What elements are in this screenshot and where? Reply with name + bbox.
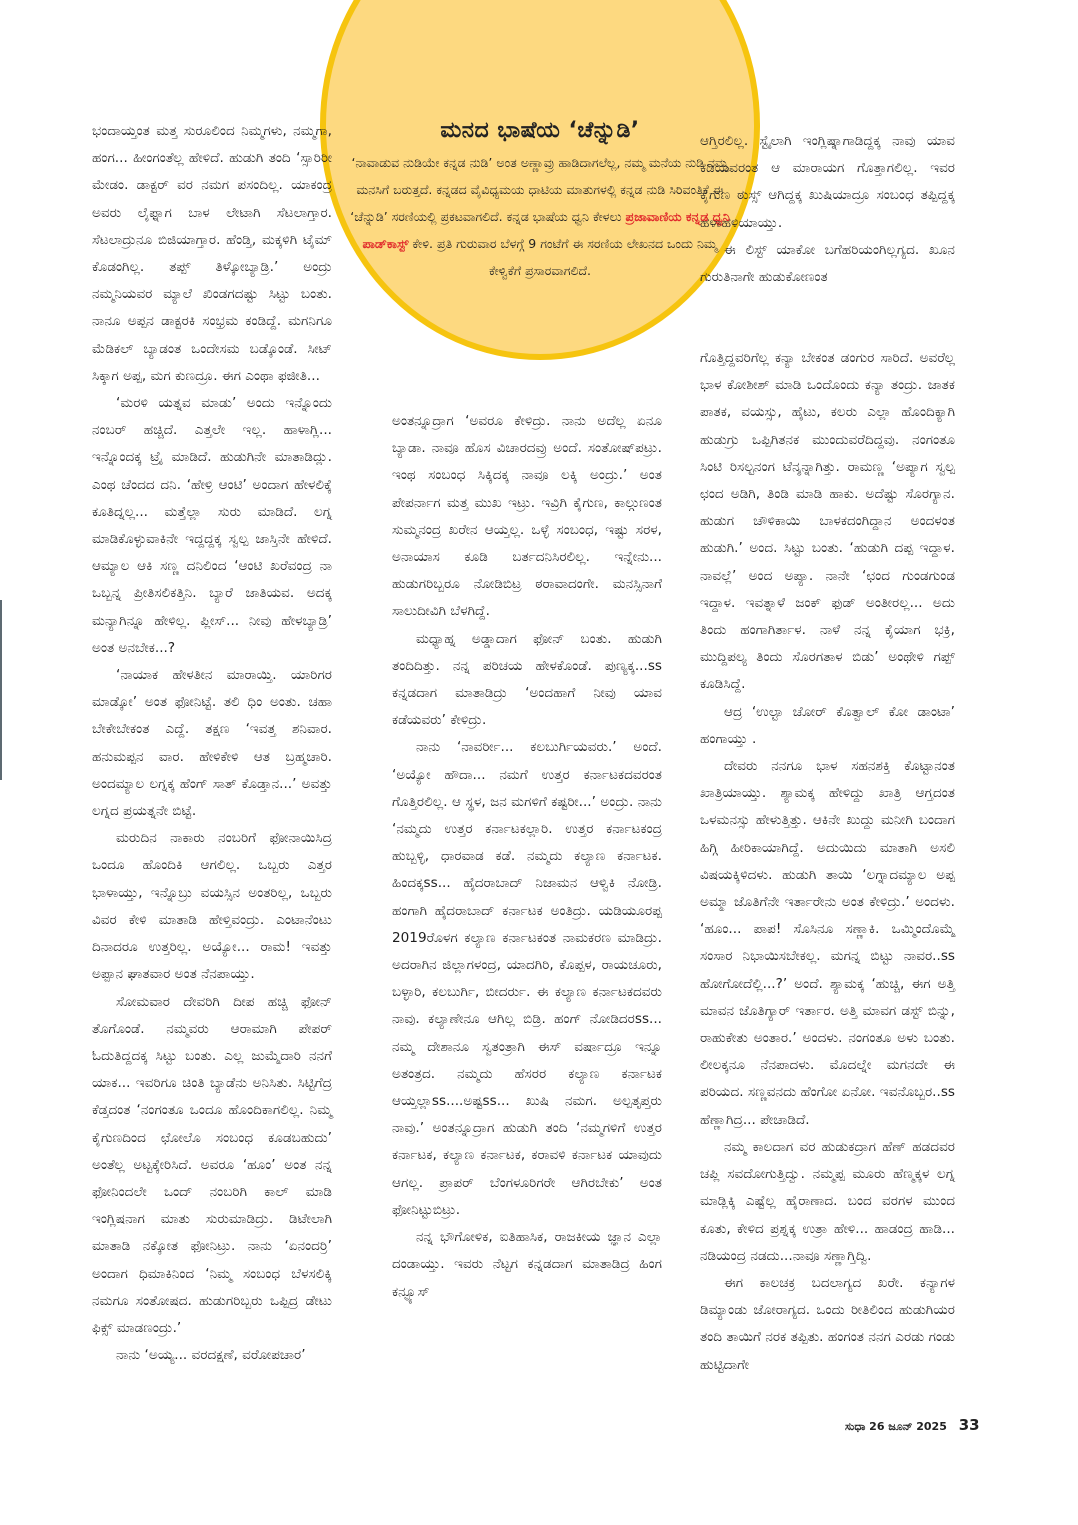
paragraph: ನಾನು ‘ನಾವರ್ರೀ... ಕಲಬುರ್ಗಿಯವರು.’ ಅಂದೆ. ‘ಅಯ್ಯೋ ಹೌದಾ... ನಮಗೆ ಉತ್ತರ ಕರ್ನಾಟಕದವರಂತ ಗೊತ್ತಿರಲಿಲ್ಲ. ಆ ಸ್ಥಳ, ಜನ ಮಗಳಿಗೆ ಕಷ್ಟರೀ...’ ಅಂದ್ರು. ನಾನು ‘ನಮ್ಮದು ಉತ್ತರ ಕರ್ನಾಟಕಲ್ಲಾರಿ. ಉತ್ತರ ಕರ್ನಾಟಕಂದ್ರ ಹುಬ್ಬಳ್ಳಿ, ಧಾರವಾಡ ಕಡೆ. ನಮ್ಮದು ಕಲ್ಯಾಣ ಕರ್ನಾಟಕ. ಹಿಂದಕ್ಕss... ಹೈದರಾಬಾದ್ ನಿಜಾಮನ ಆಳ್ವಿಕಿ ನೋಡ್ರಿ. ಹಂಗಾಗಿ ಹೈದರಾಬಾದ್ ಕರ್ನಾಟಕ ಅಂತಿದ್ರು. ಯಡಿಯೂರಪ್ಪ 2019ರೊಳಗ ಕಲ್ಯಾಣ ಕರ್ನಾಟಕಂತ ನಾಮಕರಣ ಮಾಡಿದ್ರು. ಅದರಾಗಿನ ಜಿಲ್ಲಾಗಳಂದ್ರ, ಯಾದಗಿರಿ, ಕೊಪ್ಪಳ, ರಾಯಚೂರು, ಬಳ್ಳಾರಿ, ಕಲಬುರ್ಗಿ, ಬೀದರ್ರು. ಈ ಕಲ್ಯಾಣ ಕರ್ನಾಟಕದವರು ನಾವು. ಕಲ್ಯಾಣೇನೂ ಆಗಿಲ್ಲ ಬಿಡ್ರಿ. ಹಂಗ್ ನೋಡಿದರss... ನಮ್ಮ ದೇಶಾನೂ ಸ್ವತಂತ್ರಾಗಿ ಈಸ್ ವರ್ಷಾದ್ರೂ ಇನ್ನೂ ಅತಂತ್ರದ. ನಮ್ಮದು ಹೆಸರರ ಕಲ್ಯಾಣ ಕರ್ನಾಟಕ ಆಯ್ತಲ್ಲಾss....ಅಷ್ಟss... ಖುಷಿ ನಮಗ. ಅಲ್ಪತೃಪ್ತರು ನಾವು.’ ಅಂತನ್ನೂದ್ರಾಗ ಹುಡುಗಿ ತಂದಿ ‘ನಮ್ಮಗಳಿಗೆ ಉತ್ತರ ಕರ್ನಾಟಕ, ಕಲ್ಯಾಣ ಕರ್ನಾಟಕ, ಕರಾವಳಿ ಕರ್ನಾಟಕ ಯಾವುದು ಆಗಲ್ಲ. ಪ್ರಾಪರ್ ಬೆಂಗಳೂರಿಗರೇ ಆಗಿರಬೇಕು’ ಅಂತ ಫೋನಿಟ್ಟುಬಿಟ್ರು. (392, 739, 662, 1218)
podcast-highlight: ಪ್ರಜಾವಾಣಿಯ ಕನ್ನಡ ಧ್ವನಿ ಪಾಡ್‌ಕಾಸ್ಟ್ (362, 209, 730, 251)
callout-text-post: ಕೇಳಿ. ಪ್ರತಿ ಗುರುವಾರ ಬೆಳಗ್ಗೆ 9 ಗಂಟೆಗೆ ಈ ಸರಣಿಯ ಲೇಖನದ ಒಂದು ನಿಮ್ಮ ಕೇಳ್ವಿಕೆಗೆ ಪ್ರಸಾರವಾಗಲಿದೆ. (408, 236, 718, 278)
page-footer (845, 1416, 980, 1434)
article-column-middle (392, 408, 662, 1306)
paragraph: ಈ ಲಿಸ್ಟ್ ಯಾಕೋ ಬಗೆಹರಿಯಂಗಿಲ್ಲಗ್ಯದ. ಖೂನ ಗುರುತಿನಾಗೇ ಹುಡುಕೋಣಂತ (700, 241, 955, 286)
page-number: 33 (958, 1416, 980, 1434)
paragraph: ಗೊತ್ತಿದ್ದವರಿಗೆಲ್ಲ ಕನ್ಯಾ ಬೇಕಂತ ಡಂಗುರ ಸಾರಿದೆ. ಅವರೆಲ್ಲ ಭಾಳ ಕೋಶೀಶ್ ಮಾಡಿ ಒಂದೊಂದು ಕನ್ಯಾ ತಂದ್ರು. ಜಾತಕ ಪಾತಕ, ವಯಸ್ಸು, ಹೈಟು, ಕಲರು ಎಲ್ಲಾ ಹೊಂದಿಕ್ಯಾಗಿ ಹುಡುಗ್ರು ಒಪ್ಪಿಗಿತನಕ ಮುಂದುವರೆದಿದ್ದವು. ನಂಗಂತೂ ಸಿಂಟಿ ರಿಸಲ್ಟನಂಗ ಟೆನ್ಶನ್ನಾಗಿತ್ತು. ರಾಮಣ್ಣ ‘ಅಪ್ಯಾಗ ಸ್ವಲ್ಪ ಛಂದ ಅಡಿಗಿ, ತಿಂಡಿ ಮಾಡಿ ಹಾಕು. ಅದೆಷ್ಟು ಸೊರಗ್ಯಾನ. ಹುಡುಗ ಚೌಳಿಕಾಯಿ ಬಾಳಕದಂಗಿದ್ದಾನ ಅಂದಳಂತ ಹುಡುಗಿ.’ ಅಂದ. ಸಿಟ್ಟು ಬಂತು. ‘ಹುಡುಗಿ ದಪ್ಪ ಇದ್ದಾಳ. ನಾವಲ್ಲೆ’ ಅಂದ ಅಪ್ಯಾ. ನಾನೇ ‘ಛಂದ ಗುಂಡಗುಂಡ ಇದ್ದಾಳ. ಇವತ್ನಾಳೆ ಜಂಕ್ ಫುಡ್ ಅಂತೀರಲ್ಲ... ಅದು ತಿಂದು ಹಂಗಾಗಿರ್ತಾಳ. ನಾಳೆ ನನ್ನ ಕೈಯಾಗ ಭಕ್ರಿ, ಮುದ್ದಿಪಲ್ಯ ತಿಂದು ಸೊರಗತಾಳ ಬಿಡು’ ಅಂಥೇಳಿ ಗಪ್ಪ್ ಕೂಡಿಸಿದ್ದೆ. (700, 350, 955, 693)
paragraph: ನನ್ನ ಭೌಗೋಳಿಕ, ಐತಿಹಾಸಿಕ, ರಾಜಕೀಯ ಜ್ಞಾನ ಎಲ್ಲಾ ದಂಡಾಯ್ತು. ಇವರು ನೆಟ್ಟಗ ಕನ್ನಡದಾಗ ಮಾತಾಡಿದ್ರ ಹಿಂಗ ಕನ್ಫ್ಯೂಸ್ (392, 1229, 662, 1300)
paragraph: ಆಗ್ತಿರಲಿಲ್ಲ. ಸ್ಟೈಲಾಗಿ ಇಂಗ್ಲಿಷ್ನಾಗಾಡಿದ್ದಕ್ಕ ನಾವು ಯಾವ ಕಡಿಯವರಂತ ಆ ಮಾರಾಯಗ ಗೊತ್ತಾಗಲಿಲ್ಲ. ಇವರ ಕೈಗುಣ ಠುಸ್ಸ್ ಆಗಿದ್ದಕ್ಕ ಖುಷಿಯಾದ್ರೂ ಸಂಬಂಧ ತಪ್ಪಿದ್ದಕ್ಕ ಹಳಾಹಳಿಯಾಯ್ತು. (700, 133, 955, 231)
magazine-name: ಸುಧಾ (845, 1420, 866, 1433)
paragraph: ನಾನು ‘ಅಯ್ಯ... ವರದಕ್ಷಣೆ, ವರೋಪಚಾರ’ (116, 1347, 306, 1364)
article-column-right (700, 345, 955, 1379)
paragraph: ಈಗ ಕಾಲಚಕ್ರ ಬದಲಾಗ್ಯದ ಖರೇ. ಕನ್ಯಾಗಳ ಡಿಮ್ಯಾಂಡು ಜೋರಾಗ್ಯದ. ಒಂದು ರೀತಿಲಿಂದ ಹುಡುಗಿಯರ ತಂದಿ ತಾಯಿಗೆ ನರಕ ತಪ್ಪಿತು. ಹಂಗಂತ ನನಗ ಎರಡು ಗಂಡು ಹುಟ್ಟಿದಾಗೇ (700, 1274, 955, 1373)
callout-title: ಮನದ ಭಾಷೆಯ ‘ಚೆನ್ನುಡಿ’ (440, 118, 640, 143)
callout-box (345, 118, 735, 284)
paragraph: ಭಂದಾಯ್ತಂತ ಮತ್ತ ಸುರೂಲಿಂದ ನಿಮ್ಮಗಳು, ನಮ್ಮಗಾ, ಹಂಗ... ಹೀಂಗಂತೆಲ್ಲ ಹೇಳಿದೆ. ಹುಡುಗಿ ತಂದಿ ‘ಸ್ಸಾರಿರೀ ಮೇಡಂ. ಡಾಕ್ಟರ್ ವರ ನಮಗ ಪಸಂದಿಲ್ಲ. ಯಾಕಂದ್ರ ಅವರು ಲೈಫ್ನಾಗ ಬಾಳ ಲೇಟಾಗಿ ಸೆಟಲಾಗ್ತಾರ. ಸೆಟಲಾದ್ರುನೂ ಬಿಜಿಯಾಗ್ತಾರ. ಹೆಂಡ್ತಿ, ಮಕ್ಕಳಿಗಿ ಟೈಮ್ ಕೊಡಂಗಿಲ್ಲ. ತಪ್ಪ್ ತಿಳ್ಕೋಬ್ಯಾಡ್ರಿ.’ ಅಂದ್ರು ನಮ್ಮನಿಯವರ ಮ್ಯಾಲೆ ಖಿಂಡಗದಷ್ಟು ಸಿಟ್ಟು ಬಂತು. ನಾನೂ ಅಪ್ಪನ ಡಾಕ್ಟರಕಿ ಸಂಭ್ರಮ ಕಂಡಿದ್ದೆ. ಮಗನಿಗೂ ಮೆಡಿಕಲ್ ಬ್ಯಾಡಂತ ಒಂದೇಸಮ ಬಡ್ಕೊಂಡೆ. ಸೀಟ್ ಸಿಕ್ಕಾಗ ಅಪ್ಪ, ಮಗ ಕುಣದ್ರೂ. ಈಗ ಎಂಥಾ ಫಜೀತಿ... (92, 123, 332, 384)
paragraph: ನಮ್ಮ ಕಾಲದಾಗ ವರ ಹುಡುಕದ್ರಾಗ ಹೆಣ್ ಹಡದವರ ಚಪ್ಲಿ ಸವದೋಗುತ್ತಿದ್ವು. ನಮ್ಮಪ್ಪ ಮೂರು ಹೆಣ್ಮಕ್ಕಳ ಲಗ್ನ ಮಾಡ್ಲಿಕ್ಕಿ ಎಷ್ಟೆಲ್ಲ ಹೈರಾಣಾದ. ಬಂದ ವರಗಳ ಮುಂದ ಕೂತು, ಕೇಳಿದ ಪ್ರಶ್ನಕ್ಕ ಉತ್ರಾ ಹೇಳಿ... ಹಾಡಂದ್ರ ಹಾಡಿ... ನಡಿಯಂದ್ರ ನಡದು...ನಾವೂ ಸಣ್ಣಾಗ್ತಿದ್ವಿ. (700, 1138, 955, 1264)
article-column-right-wrap (700, 128, 955, 291)
paragraph: ‘ಮರಳಿ ಯತ್ನವ ಮಾಡು’ ಅಂದು ಇನ್ನೊಂದು ನಂಬರ್ ಹಚ್ಚಿದೆ. ಎತ್ತಲೇ ಇಲ್ಲ. ಹಾಳಾಗ್ಲಿ... ಇನ್ನೊಂದಕ್ಕ ಟ್ರೈ ಮಾಡಿದೆ. ಹುಡುಗಿನೇ ಮಾತಾಡಿದ್ಲು. ಎಂಥ ಚೆಂದದ ದನಿ. ‘ಹೇಳ್ರಿ ಆಂಟಿ’ ಅಂದಾಗ ಹೇಳಲಿಕ್ಕೆ ಕೂತಿದ್ನಲ್ಲ... ಮತ್ತೆಲ್ಲಾ ಸುರು ಮಾಡಿದೆ. ಲಗ್ನ ಮಾಡಿಕೊಳ್ಳುವಾಕಿನೇ ಇದ್ದದ್ದಕ್ಕ ಸ್ವಲ್ಪ ಜಾಸ್ತಿನೇ ಹೇಳಿದೆ. ಆಮ್ಯಾಲ ಆಕಿ ಸಣ್ಣ ದನಿಲಿಂದ ‘ಆಂಟಿ ಖರೆವಂದ್ರ ನಾ ಒಬ್ಬನ್ನ ಪ್ರೀತಿಸಲಿಕತ್ತಿನಿ. ಬ್ಯಾರೆ ಜಾತಿಯವ. ಅದಕ್ಕ ಮನ್ಯಾಗಿನ್ನೂ ಹೇಳಿಲ್ಲ. ಪ್ಲೀಸ್... ನೀವು ಹೇಳಬ್ಯಾಡ್ರಿ’ ಅಂತ ಅನಬೇಕ...? (92, 395, 332, 656)
article-column-left (92, 118, 332, 1369)
paragraph: ಮರುದಿನ ನಾಕಾರು ನಂಬರಿಗೆ ಫೋನಾಯಿಸಿದ್ರ ಒಂದೂ ಹೊಂದಿಕಿ ಆಗಲಿಲ್ಲ. ಒಬ್ಬರು ಎತ್ತರ ಭಾಳಾಯ್ತು, ಇನ್ನೊಬ್ರು ವಯಸ್ಸಿನ ಅಂತರಿಲ್ಲ, ಒಬ್ಬರು ವಿವರ ಕೇಳಿ ಮಾತಾಡಿ ಹೇಳ್ತಿವಂದ್ರು. ಎಂಟಾನೆಂಟು ದಿನಾದರೂ ಉತ್ತರಿಲ್ಲ. ಅಯ್ಯೋ... ರಾಮ! ಇವತ್ತು ಅಪ್ಪಾನ ಘಾತವಾರ ಅಂತ ನೆನಪಾಯ್ತು. (92, 830, 332, 983)
paragraph: ಆದ್ರ ‘ಉಲ್ಟಾ ಚೋರ್ ಕೊತ್ವಾಲ್ ಕೋ ಡಾಂಟಾ’ ಹಂಗಾಯ್ತು . (700, 703, 955, 747)
paragraph: ‘ನಾಯಾಕ ಹೇಳತೀನ ಮಾರಾಯ್ತಿ. ಯಾರಿಗರ ಮಾಡ್ಕೋ’ ಅಂತ ಫೋನಿಟ್ಟೆ. ತಲಿ ಧಿಂ ಅಂತು. ಚಹಾ ಬೇಕೇಬೇಕಂತ ಎದ್ದೆ. ತಕ್ಷಣ ‘ಇವತ್ತ ಶನಿವಾರ. ಹನುಮಪ್ಪನ ವಾರ. ಹೇಳಿಕೇಳಿ ಆತ ಬ್ರಹ್ಮಚಾರಿ. ಅಂದಮ್ಯಾಲ ಲಗ್ನಕ್ಕ ಹೆಂಗ್ ಸಾತ್ ಕೊಡ್ತಾನ...’ ಅವತ್ತು ಲಗ್ನದ ಪ್ರಯತ್ನನೇ ಬಿಟ್ಟೆ. (92, 667, 332, 820)
paragraph: ಅಂತನ್ನೂದ್ರಾಗ ‘ಅವರೂ ಕೇಳಿದ್ರು. ನಾನು ಅದೆಲ್ಲ ಏನೂ ಬ್ಯಾಡಾ. ನಾವೂ ಹೊಸ ವಿಚಾರದವ್ರು ಅಂದೆ. ಸಂತೋಷ್‌ಪಟ್ರು. ಇಂಥ ಸಂಬಂಧ ಸಿಕ್ಕಿದಕ್ಕ ನಾವೂ ಲಕ್ಕಿ ಅಂದ್ರು.’ ಅಂತ ಪೇಪರ್ನಾಗ ಮತ್ತ ಮುಖ ಇಟ್ರು. ಇವ್ರಿಗಿ ಕೈಗುಣ, ಕಾಲ್ಗುಣಂತ ಸುಮ್ಮನಂದ್ರ ಖರೇನ ಆಯ್ತಲ್ಲ. ಒಳ್ಳೆ ಸಂಬಂಧ, ಇಷ್ಟು ಸರಳ, ಅನಾಯಾಸ ಕೂಡಿ ಬರ್ತದನಿಸಿರಲಿಲ್ಲ. ಇನ್ನೇನು... ಹುಡುಗರಿಬ್ಬರೂ ನೋಡಿಬಿಟ್ರ ಠರಾವಾದಂಗೇ. ಮನಸ್ಸಿನಾಗೆ ಸಾಲುದೀವಿಗಿ ಬೆಳಗಿದ್ದೆ. (392, 413, 662, 620)
callout-text-pre: ‘ನಾವಾಡುವ ನುಡಿಯೇ ಕನ್ನಡ ನುಡಿ’ ಅಂತ ಅಣ್ಣಾವ್ರು ಹಾಡಿದಾಗಲೆಲ್ಲ, ನಮ್ಮ ಮನೆಯ ನುಡಿ ನಮ್ಮ ಮನಸಿಗೆ ಬರುತ್ತದೆ. ಕನ್ನಡದ ವೈವಿಧ್ಯಮಯ ಧಾಟಿಯ ಮಾತುಗಳಲ್ಲಿ ಕನ್ನಡ ನುಡಿ ಸಿರಿವಂತಿಕೆ ಈ ‘ಚೆನ್ನುಡಿ’ ಸರಣಿಯಲ್ಲಿ ಪ್ರಕಟವಾಗಲಿದೆ. ಕನ್ನಡ ಭಾಷೆಯ ಧ್ವನಿ ಕೇಳಲು (350, 155, 729, 224)
issue-date: 26 ಜೂನ್ 2025 (869, 1420, 947, 1433)
paragraph: ಸೋಮವಾರ ದೇವರಿಗಿ ದೀಪ ಹಚ್ಚಿ ಫೋನ್ ತೊಗೊಂಡೆ. ನಮ್ಮವರು ಆರಾಮಾಗಿ ಪೇಪರ್ ಓದುತಿದ್ದದಕ್ಕ ಸಿಟ್ಟು ಬಂತು. ಎಲ್ಲ ಜುಮ್ಮೆದಾರಿ ನನಗೆ ಯಾಕ... ಇವರಿಗೂ ಚಿಂತಿ ಬ್ಯಾಡೆನು ಅನಿಸಿತು. ಸಿಟ್ಟಿಗೆದ್ರ ಕೆಡ್ತದಂತ ‘ನಂಗಂತೂ ಒಂದೂ ಹೊಂದಿಕಾಗಲಿಲ್ಲ. ನಿಮ್ಮ ಕೈಗುಣದಿಂದ ಛೋಲೊ ಸಂಬಂಧ ಕೂಡಬಹುದು’ ಅಂತೆಲ್ಲ ಅಟ್ಟಕ್ಕೇರಿಸಿದೆ. ಅವರೂ ‘ಹೂಂ’ ಅಂತ ನನ್ನ ಫೋನಿಂದಲೇ ಒಂದ್ ನಂಬರಿಗಿ ಕಾಲ್ ಮಾಡಿ ಇಂಗ್ಲಿಷನಾಗ ಮಾತು ಸುರುಮಾಡಿದ್ರು. ಡಿಟೇಲಾಗಿ ಮಾತಾಡಿ ನಕ್ಕೋತ ಫೋನಿಟ್ರು. ನಾನು ‘ಏನಂದರ್ರಿ’ ಅಂದಾಗ ಧಿಮಾಕಿನಿಂದ ‘ನಿಮ್ಮ ಸಂಬಂಧ ಬೆಳಸಲಿಕ್ಕಿ ನಮಗೂ ಸಂತೋಷದ. ಹುಡುಗರಿಬ್ಬರು ಒಪ್ಪಿದ್ರ ಡೇಟು ಫಿಕ್ಸ್ ಮಾಡಣಂದ್ರು.’ (92, 993, 332, 1336)
callout-body (345, 149, 735, 284)
paragraph: ದೇವರು ನನಗೂ ಭಾಳ ಸಹನಶಕ್ತಿ ಕೊಟ್ಟಾನಂತ ಖಾತ್ರಿಯಾಯ್ತು. ಶ್ಯಾಮಕ್ಕ ಹೇಳಿದ್ದು ಖಾತ್ರಿ ಆಗ್ತದಂತ ಒಳಮನಸ್ಸು ಹೇಳುತ್ತಿತ್ತು. ಆಕಿನೇ ಖುದ್ದು ಮನೀಗಿ ಬಂದಾಗ ಹಿಗ್ಗಿ ಹೀರಿಕಾಯಾಗಿದ್ದೆ. ಅದುಯಿದು ಮಾತಾಗಿ ಅಸಲಿ ವಿಷಯಕ್ಕಿಳಿದಳು. ಹುಡುಗಿ ತಾಯಿ ‘ಲಗ್ನಾದಮ್ಯಾಲ ಅಪ್ಪ ಅಮ್ಮಾ ಜೊತಿಗೆನೇ ಇರ್ತಾರೇನು ಅಂತ ಕೇಳಿದ್ರು.’ ಅಂದಳು. ‘ಹೂಂ... ಪಾಪ! ಸೊಸಿನೂ ಸಣ್ಣಾಕಿ. ಒಮ್ಮಿಂದೊಮ್ಮೆ ಸಂಸಾರ ನಿಭಾಯಿಸಬೇಕಲ್ಲ. ಮಗನ್ನ ಬಿಟ್ಟು ನಾವರ..ss ಹೋಗೋದೆಲ್ಲಿ...?’ ಅಂದೆ. ಶ್ಯಾಮಕ್ಕ ‘ಹುಚ್ಚಿ, ಈಗ ಅತ್ತಿ ಮಾವನ ಜೊತಿಗ್ಯಾರ್ ಇರ್ತಾರ. ಅತ್ತಿ ಮಾವಗ ಡಸ್ಟ್ ಬಿನ್ನು, ರಾಹುಕೇತು ಅಂತಾರ.’ ಅಂದಳು. ನಂಗಂತೂ ಅಳು ಬಂತು. ಲೀಲಕ್ಕನೂ ನೆನಪಾದಳು. ಮೊದಲ್ನೇ ಮಗನದೇ ಈ ಪರಿಯದ. ಸಣ್ಣವನದು ಹೆಂಗೋ ಏನೋ. ಇವನೊಬ್ಬರ..ss ಹೆಣ್ಣಾಗಿದ್ರ... ಪೇಚಾಡಿದೆ. (700, 758, 955, 1128)
page-edge-line (0, 600, 2, 780)
paragraph: ಮಧ್ಯಾಹ್ನ ಅಡ್ಡಾದಾಗ ಫೋನ್ ಬಂತು. ಹುಡುಗಿ ತಂದಿದಿತ್ತು. ನನ್ನ ಪರಿಚಯ ಹೇಳಕೊಂಡೆ. ಪುಣ್ಯಕ್ಕ...ss ಕನ್ನಡದಾಗ ಮಾತಾಡಿದ್ರು ‘ಅಂದಹಾಗೆ ನೀವು ಯಾವ ಕಡೆಯವರು’ ಕೇಳಿದ್ರು. (392, 630, 662, 729)
